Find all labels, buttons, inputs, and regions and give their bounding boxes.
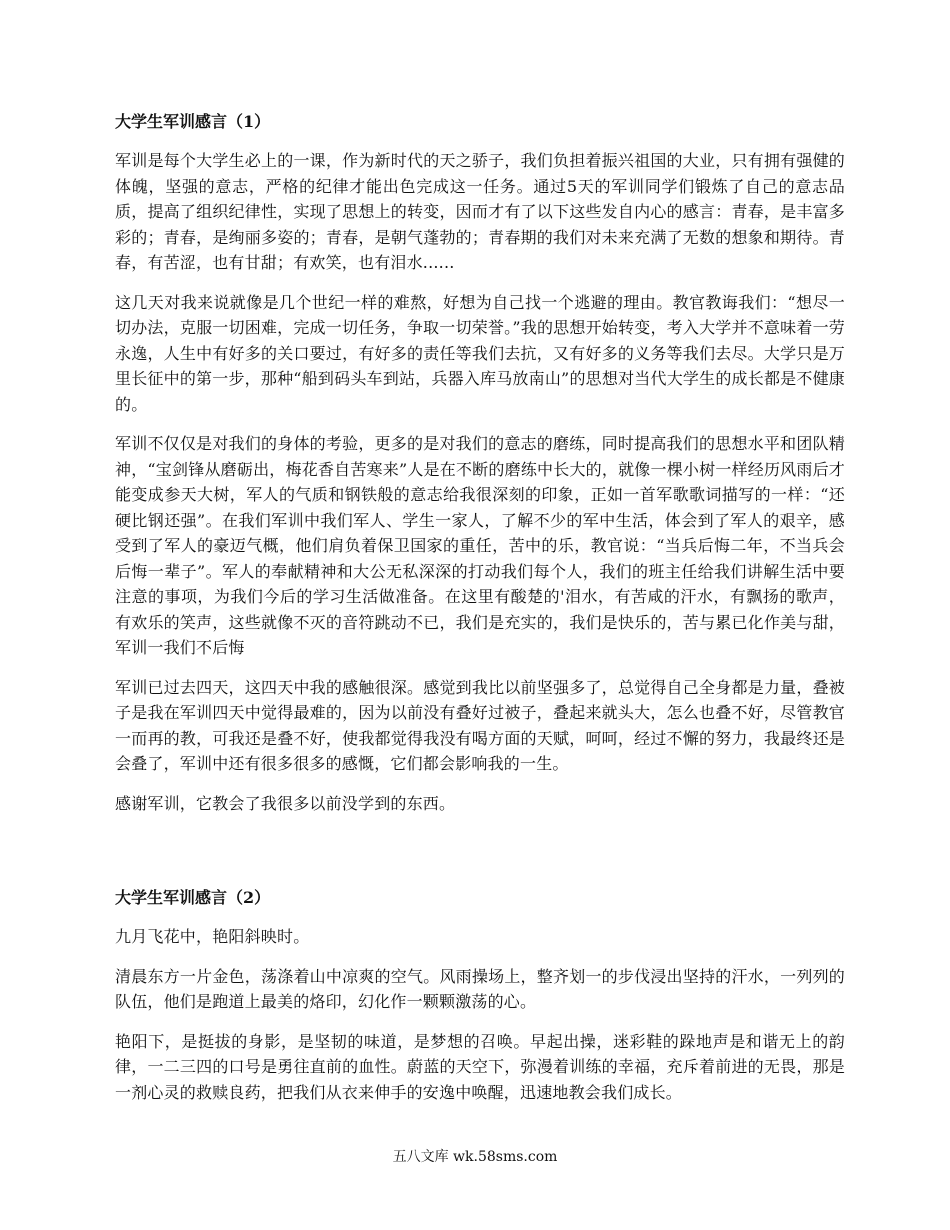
paragraph: 军训不仅仅是对我们的身体的考验，更多的是对我们的意志的磨练，同时提高我们的思想水平和团队精神，“宝剑锋从磨砺出，梅花香自苦寒来”人是在不断的磨练中长大的，就像一棵小树一样经历风雨后才能变成参天大树，军人的气质和钢铁般的意志给我很深刻的印象，正如一首军歌歌词描写的一样：“还硬比钢还强”。在我们军训中我们军人、学生一家人，了解不少的军中生活，体会到了军人的艰辛，感受到了军人的豪迈气概，他们肩负着保卫国家的重任，苦中的乐，教官说：“当兵后悔二年，不当兵会后悔一辈子”。军人的奉献精神和大公无私深深的打动我们每个人，我们的班主任给我们讲解生活中要注意的事项，为我们今后的学习生活做准备。在这里有酸楚的'泪水，有苦咸的汗水，有飘扬的歌声，有欢乐的笑声，这些就像不灭的音符跳动不已，我们是充实的，我们是快乐的，苦与累已化作美与甜，军训一我们不后悔 bbox=[115, 434, 845, 657]
document-page bbox=[115, 110, 845, 1119]
paragraph: 感谢军训，它教会了我很多以前没学到的东西。 bbox=[115, 793, 456, 813]
section-2 bbox=[115, 886, 845, 1105]
paragraph: 艳阳下，是挺拔的身影，是坚韧的味道，是梦想的召唤。早起出操，迷彩鞋的跺地声是和谐无上的韵律，一二三四的口号是勇往直前的血性。蔚蓝的天空下，弥漫着训练的幸福，充斥着前进的无畏，那是一剂心灵的救赎良药，把我们从衣来伸手的安逸中唤醒，迅速地教会我们成长。 bbox=[115, 1031, 845, 1102]
paragraph: 军训已过去四天，这四天中我的感触很深。感觉到我比以前坚强多了，总觉得自己全身都是力量，叠被子是我在军训四天中觉得最难的，因为以前没有叠好过被子，叠起来就头大，怎么也叠不好，尽管教官一而再的教，可我还是叠不好，使我都觉得我没有喝方面的天赋，呵呵，经过不懈的努力，我最终还是会叠了，军训中还有很多很多的感慨，它们都会影响我的一生。 bbox=[115, 677, 845, 773]
paragraph: 清晨东方一片金色，荡涤着山中凉爽的空气。风雨操场上，整齐划一的步伐浸出坚持的汗水，一列列的队伍，他们是跑道上最美的烙印，幻化作一颗颗激荡的心。 bbox=[115, 966, 845, 1011]
section-1 bbox=[115, 110, 845, 816]
footer-watermark: 五八文库 wk.58sms.com bbox=[392, 1149, 558, 1165]
paragraph: 九月飞花中，艳阳斜映时。 bbox=[115, 927, 310, 946]
section-title: 大学生军训感言（2） bbox=[115, 888, 271, 907]
section-spacer bbox=[115, 830, 845, 886]
paragraph: 军训是每个大学生必上的一课，作为新时代的天之骄子，我们负担着振兴祖国的大业，只有拥有强健的体魄，坚强的意志，严格的纪律才能出色完成这一任务。通过5天的军训同学们锻炼了自己的意志品质，提高了组织纪律性，实现了思想上的转变，因而才有了以下这些发自内心的感言：青春，是丰富多彩的；青春，是绚丽多姿的；青春，是朝气蓬勃的；青春期的我们对未来充满了无数的想象和期待。青春，有苦涩，也有甘甜；有欢笑，也有泪水...... bbox=[115, 151, 845, 272]
section-title: 大学生军训感言（1） bbox=[115, 112, 271, 131]
paragraph: 这几天对我来说就像是几个世纪一样的难熬，好想为自己找一个逃避的理由。教官教诲我们：“想尽一切办法，克服一切困难，完成一切任务，争取一切荣誉。”我的思想开始转变，考入大学并不意味着一劳永逸，人生中有好多的关口要过，有好多的责任等我们去抗，又有好多的义务等我们去尽。大学只是万里长征中的第一步，那种“船到码头车到站，兵器入库马放南山”的思想对当代大学生的成长都是不健康的。 bbox=[115, 292, 845, 414]
